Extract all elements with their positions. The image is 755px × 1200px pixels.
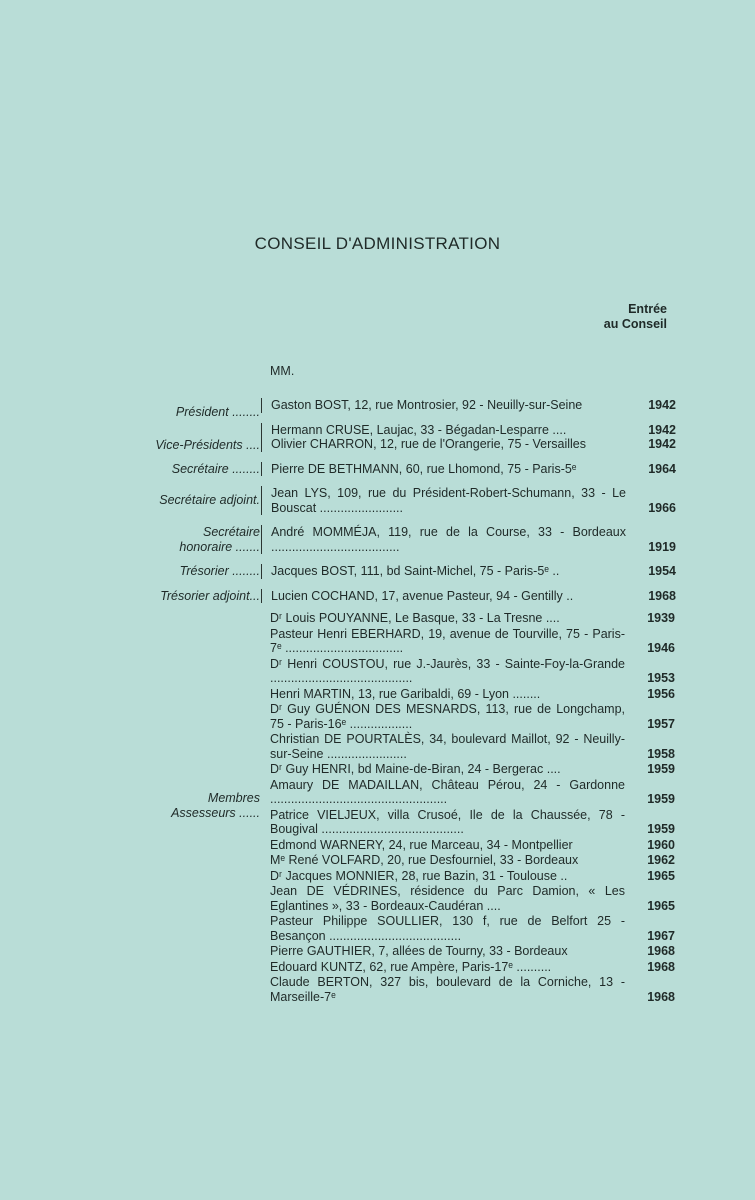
member-year: 1965	[647, 868, 675, 883]
role-label-line1: Membres	[207, 791, 260, 805]
member-entry	[271, 564, 676, 579]
member-year: 1965	[647, 898, 675, 913]
member-year: 1959	[647, 762, 675, 776]
member-year: 1959	[647, 822, 675, 836]
member-entry	[270, 868, 675, 884]
members-group	[261, 461, 676, 477]
members-group	[261, 486, 676, 515]
member-address: Jean LYS, 109, rue du Président-Robert-Schumann, 33 - Le Bouscat ........................	[271, 486, 626, 515]
member-address: Jacques BOST, 111, bd Saint-Michel, 75 - Paris-5ᵉ ..	[271, 564, 560, 578]
member-address: Dʳ Henri COUSTOU, rue J.-Jaurès, 33 - Sainte-Foy-la-Grande .........................................	[270, 656, 625, 685]
member-entry	[271, 525, 676, 554]
section-secretaire-honoraire	[0, 525, 755, 554]
member-entry	[270, 626, 675, 656]
member-year: 1968	[647, 959, 675, 974]
member-address: Gaston BOST, 12, rue Montrosier, 92 - Neuilly-sur-Seine	[271, 398, 583, 412]
member-entry	[270, 837, 675, 853]
member-entry	[270, 807, 675, 837]
member-address: Pasteur Philippe SOULLIER, 130 f, rue de Belfort 25 - Besançon ......................................	[270, 914, 625, 943]
member-year: 1968	[648, 588, 676, 603]
members-group	[261, 525, 676, 554]
role-label: Président ........	[175, 405, 260, 419]
member-year: 1967	[647, 928, 675, 943]
section-secretaire-adjoint	[0, 486, 755, 515]
member-address: Amaury DE MADAILLAN, Château Pérou, 24 - Gardonne ...................................................	[270, 777, 625, 806]
entree-header-line2: au Conseil	[603, 317, 667, 331]
members-group	[261, 422, 676, 452]
member-year: 1954	[648, 564, 676, 578]
member-year: 1968	[647, 944, 675, 958]
member-year: 1958	[647, 746, 675, 761]
member-year: 1946	[647, 641, 675, 655]
member-entry	[270, 975, 675, 1004]
member-entry	[270, 884, 675, 913]
role-label: Trésorier ........	[179, 564, 260, 578]
member-year: 1942	[648, 398, 676, 412]
member-entry	[271, 398, 676, 413]
member-year: 1953	[647, 671, 675, 685]
member-year: 1960	[647, 837, 675, 852]
member-address: Patrice VIELJEUX, villa Crusoé, Ile de la Chaussée, 78 - Bougival .........................................	[270, 807, 625, 836]
role-label-line2: honoraire .......	[179, 539, 260, 554]
member-address: Hermann CRUSE, Laujac, 33 - Bégadan-Lesparre ....	[271, 422, 567, 437]
member-address: Claude BERTON, 327 bis, boulevard de la Corniche, 13 - Marseille-7ᵉ	[270, 975, 625, 1004]
section-secretaire	[0, 462, 755, 477]
member-year: 1964	[648, 461, 676, 476]
member-address: Christian DE POURTALÈS, 34, boulevard Maillot, 92 - Neuilly-sur-Seine .......................	[270, 732, 625, 761]
member-address: Edmond WARNERY, 24, rue Marceau, 34 - Montpellier	[270, 837, 573, 852]
section-vice-presidents	[0, 423, 755, 452]
member-entry	[271, 422, 676, 438]
member-year: 1942	[648, 422, 676, 437]
role-label-line2: Assesseurs ......	[171, 805, 260, 820]
member-address: Edouard KUNTZ, 62, rue Ampère, Paris-17ᵉ ..........	[270, 959, 552, 974]
role-label: Secrétaire adjoint.	[159, 493, 260, 507]
role-label-line1: Secrétaire	[203, 525, 260, 539]
role-label	[60, 791, 260, 820]
member-entry	[270, 686, 675, 702]
role-label	[60, 525, 260, 554]
section-membres-assesseurs	[0, 611, 755, 1004]
member-address: Pasteur Henri EBERHARD, 19, avenue de Tourville, 75 - Paris-7ᵉ ..................................	[270, 626, 625, 655]
member-address: Olivier CHARRON, 12, rue de l'Orangerie, 75 - Versailles	[271, 437, 587, 451]
member-entry	[270, 762, 675, 777]
member-entry	[270, 944, 675, 959]
member-address: André MOMMÉJA, 119, rue de la Course, 33 - Bordeaux .....................................	[271, 525, 626, 554]
board-list	[0, 398, 755, 1011]
member-entry	[270, 853, 675, 868]
entree-header-line1: Entrée	[628, 302, 667, 316]
member-year: 1959	[647, 792, 675, 806]
member-entry	[270, 611, 675, 626]
role-label: Secrétaire ........	[171, 461, 260, 476]
section-tresorier	[0, 564, 755, 579]
members-group	[261, 398, 676, 413]
member-entry	[270, 777, 675, 807]
member-entry	[270, 656, 675, 686]
member-address: Dʳ Guy GUÉNON DES MESNARDS, 113, rue de Longchamp, 75 - Paris-16ᵉ ..................	[270, 702, 625, 731]
member-year: 1942	[648, 437, 676, 451]
member-year: 1919	[648, 539, 676, 554]
member-year: 1939	[647, 611, 675, 625]
member-address: Pierre GAUTHIER, 7, allées de Tourny, 33 - Bordeaux	[270, 944, 568, 958]
page-title: CONSEIL D'ADMINISTRATION	[254, 234, 501, 253]
member-year: 1956	[647, 686, 675, 701]
member-entry	[270, 732, 675, 761]
section-tresorier-adjoint	[0, 589, 755, 604]
role-label: Trésorier adjoint...	[160, 588, 260, 603]
member-address: Dʳ Guy HENRI, bd Maine-de-Biran, 24 - Bergerac ....	[270, 762, 561, 776]
member-year: 1968	[647, 989, 675, 1004]
mm-label: MM.	[270, 364, 295, 378]
members-group	[261, 611, 675, 1004]
member-entry	[271, 437, 676, 452]
section-president	[0, 398, 755, 419]
member-entry	[271, 486, 676, 515]
member-address: Henri MARTIN, 13, rue Garibaldi, 69 - Lyon ........	[270, 686, 541, 701]
member-address: Dʳ Louis POUYANNE, Le Basque, 33 - La Tresne ....	[270, 611, 560, 625]
member-address: Jean DE VÉDRINES, résidence du Parc Damion, « Les Eglantines », 33 - Bordeaux-Caudéran ....	[270, 884, 625, 913]
entree-column-header	[604, 302, 667, 332]
member-address: Mᵉ René VOLFARD, 20, rue Desfourniel, 33 - Bordeaux	[270, 853, 579, 867]
members-group	[261, 564, 676, 579]
member-address: Pierre DE BETHMANN, 60, rue Lhomond, 75 - Paris-5ᵉ	[271, 461, 577, 476]
members-group	[261, 588, 676, 604]
member-entry	[271, 588, 676, 604]
member-address: Lucien COCHAND, 17, avenue Pasteur, 94 - Gentilly ..	[271, 588, 574, 603]
member-year: 1966	[648, 500, 676, 515]
member-entry	[270, 959, 675, 975]
member-year: 1957	[647, 716, 675, 731]
member-entry	[271, 461, 676, 477]
member-address: Dʳ Jacques MONNIER, 28, rue Bazin, 31 - Toulouse ..	[270, 868, 568, 883]
member-entry	[270, 914, 675, 943]
member-entry	[270, 702, 675, 731]
member-year: 1962	[647, 853, 675, 867]
role-label: Vice-Présidents ....	[155, 437, 260, 452]
